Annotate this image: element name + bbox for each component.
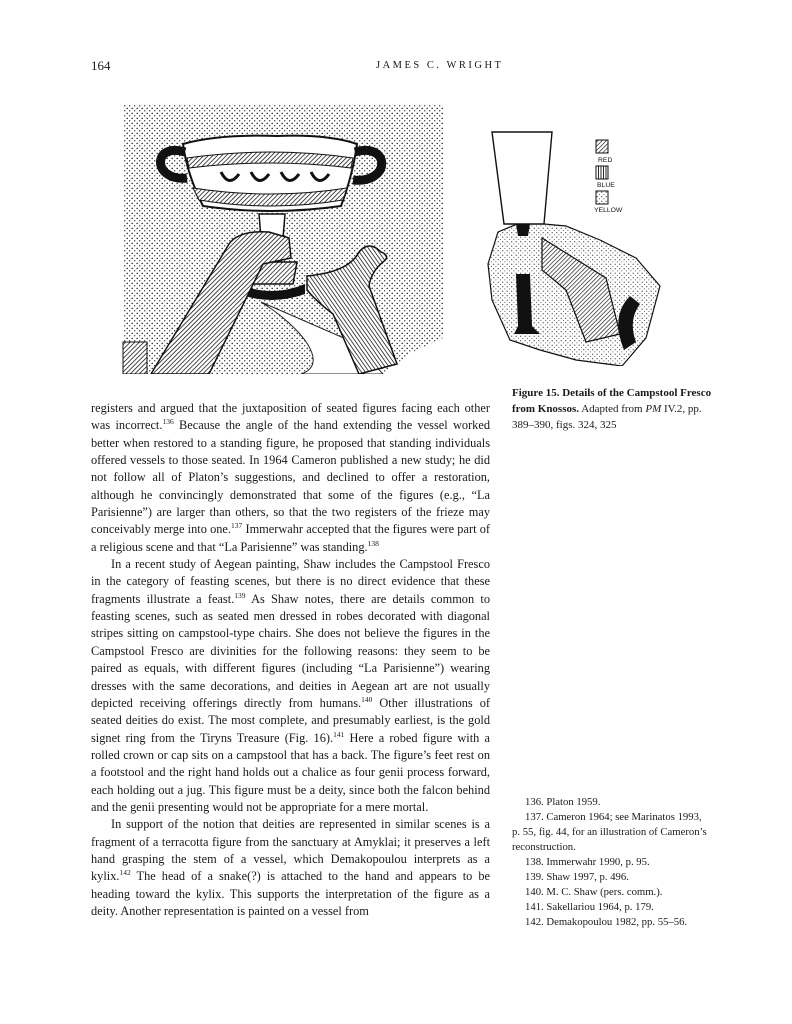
footnote-138: 138. Immerwahr 1990, p. 95. [525,856,650,868]
footnote-ref-142[interactable]: 142 [119,868,131,878]
main-body-text [91,400,490,920]
text-run: registers and argued that the juxtaposition of seated figures facing each other was incorrect. [91,401,490,433]
legend-blue-label: BLUE [597,182,615,189]
text-run: In support of the notion that deities are represented in similar scenes is a fragment of a terracotta figure from the sanctuary at Amyklai; it preserves a left hand grasping the stem of a vessel, which Demakopoulou interprets as a kylix. [91,817,490,884]
fresco-detail-chalice-drawing [121,102,443,374]
footnote-ref-139[interactable]: 139 [234,590,246,600]
text-run: Here a robed figure with a rolled crown or cap sits on a campstool that has a back. The figure’s feet rest on a footstool and the right hand holds out a chalice as four genii process forward, each holding out a jug. This figure must be a deity, since both the falcon behind and the genii presenting would not be appropriate for a mere mortal. [91,730,490,814]
footnote-ref-138[interactable]: 138 [367,538,379,548]
legend-yellow-label: YELLOW [594,207,623,214]
text-run: As Shaw notes, there are details common to feasting scenes, such as seated men dressed in robes decorated with diagonal stripes sitting on campstool-type chairs. She does not believe the figures in the Campstool Fresco are divinities for the following reasons: they seem to be paired as equals, with different figures (including “La Parisienne”) wearing dresses with the same decorations, and deities in Aegean art are not usually depicted receiving offerings directly from humans. [91,591,491,710]
paragraph-1 [91,400,490,556]
caption-title: Figure 15. Details of the Campstool Fresco from Knossos. [512,387,712,415]
footnote-ref-136[interactable]: 136 [162,417,174,427]
text-run: Immerwahr accepted that the figures were part of a religious scene and that “La Parisienne” was standing. [91,522,490,554]
fresco-reconstruction-drawing [470,128,662,366]
running-head-author: JAMES C. WRIGHT [376,60,504,71]
footnote-ref-137[interactable]: 137 [231,521,243,531]
text-run: Other illustrations of seated deities do exist. The most complete, and presumably earliest, is the gold signet ring from the Tiryns Treasure (Fig. 16). [91,695,490,745]
figure-caption [512,385,712,433]
footnote-141: 141. Sakellariou 1964, p. 179. [525,901,654,913]
footnote-ref-141[interactable]: 141 [333,729,345,739]
caption-reference-pages: IV.2, pp. 389–390, figs. 324, 325 [512,403,702,431]
footnote-139: 139. Shaw 1997, p. 496. [525,871,629,883]
text-run: Because the angle of the hand extending the vessel worked better when restored to a standing figure, he proposed that standing individuals offered vessels to those seated. In 1964 Cameron published a new study; he did not follow all of Platon’s suggestions, and declined to offer a restoration, although he convincingly demonstrated that some of the figures (e.g., “La Parisienne”) are larger than others, so that the two registers of the frieze may conceivably merge into one. [91,418,490,537]
text-run: In a recent study of Aegean painting, Shaw includes the Campstool Fresco in the category of feasting scenes, but there is no direct evidence that these fragments illustrate a feast. [91,557,490,606]
paragraph-2 [91,556,490,816]
footnote-142: 142. Demakopoulou 1982, pp. 55–56. [525,916,688,928]
legend-red-label: RED [598,157,613,164]
caption-reference-abbrev: PM [645,403,662,415]
paragraph-3 [91,816,490,920]
footnote-140: 140. M. C. Shaw (pers. comm.). [525,886,663,898]
page-number: 164 [91,58,111,73]
footnote-137: 137. Cameron 1964; see Marinatos 1993, p. 55, fig. 44, for an illustration of Cameron’s reconstruction. [512,811,707,853]
text-run: The head of a snake(?) is attached to the hand and appears to be heading toward the kylix. This supports the interpretation of the figure as a deity. Another representation is painted on a vessel from [91,869,490,918]
footnotes [512,795,710,930]
footnote-ref-140[interactable]: 140 [361,694,373,704]
caption-source: Adapted from [581,403,643,415]
footnote-136: 136. Platon 1959. [525,796,601,808]
